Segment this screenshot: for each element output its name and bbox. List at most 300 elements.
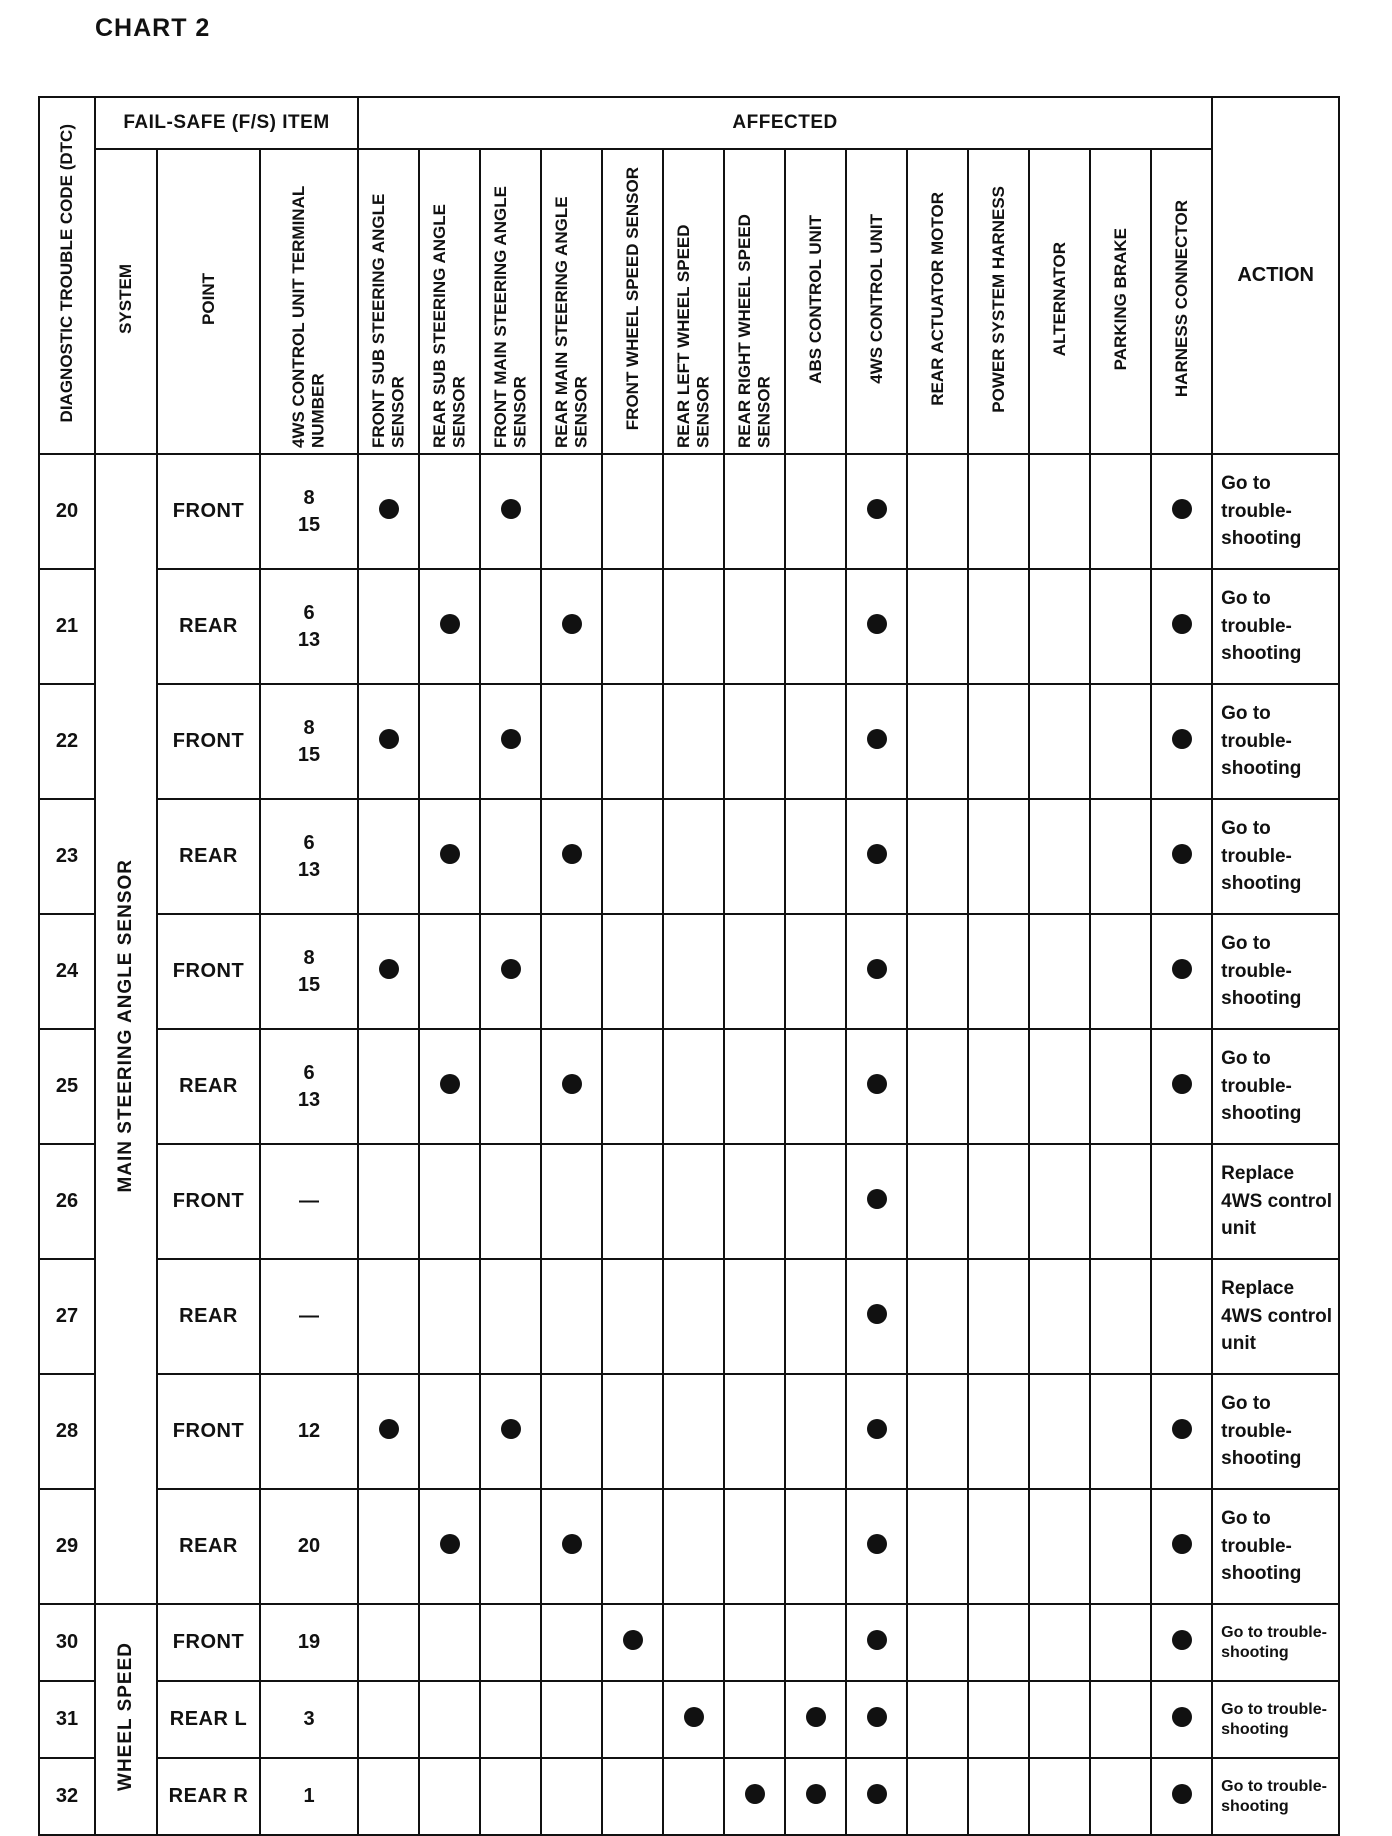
affected-cell [663, 1259, 724, 1374]
affected-dot [440, 844, 460, 864]
affected-cell [602, 454, 663, 569]
affected-cell [541, 1144, 602, 1259]
affected-cell [846, 1144, 907, 1259]
affected-dot [867, 844, 887, 864]
table-row [39, 1374, 1339, 1489]
affected-cell [358, 569, 419, 684]
affected-cell [541, 1259, 602, 1374]
terminal-cell [260, 1681, 358, 1758]
affected-cell [541, 1604, 602, 1681]
affected-dot [501, 729, 521, 749]
affected-cell [785, 684, 846, 799]
system-cell [95, 454, 157, 1604]
table-row [39, 799, 1339, 914]
affected-cell [846, 1029, 907, 1144]
affected-cell [1151, 1144, 1212, 1259]
affected-cell [846, 1758, 907, 1835]
affected-dot [867, 729, 887, 749]
affected-cell [480, 454, 541, 569]
affected-dot [1172, 729, 1192, 749]
dtc-cell: 29 [39, 1489, 95, 1604]
affected-cell [1029, 1144, 1090, 1259]
affected-cell [480, 569, 541, 684]
terminal-cell [260, 799, 358, 914]
affected-cell [907, 799, 968, 914]
dtc-cell: 25 [39, 1029, 95, 1144]
table-row [39, 1758, 1339, 1835]
terminal-number: 20 [297, 1535, 321, 1557]
affected-cell [358, 1029, 419, 1144]
terminal-number: 13 [297, 858, 321, 881]
terminal-number: 15 [297, 973, 321, 996]
affected-cell [846, 1681, 907, 1758]
affected-cell [663, 1374, 724, 1489]
affected-cell [419, 1144, 480, 1259]
affected-cell [968, 684, 1029, 799]
affected-dot [1172, 844, 1192, 864]
affected-cell [480, 1144, 541, 1259]
affected-cell [1029, 914, 1090, 1029]
affected-cell [907, 914, 968, 1029]
affected-cell [846, 569, 907, 684]
affected-cell [480, 1374, 541, 1489]
action-cell: Go to trouble-shooting [1212, 1758, 1339, 1835]
affected-dot [379, 959, 399, 979]
affected-cell [419, 684, 480, 799]
affected-cell [968, 1758, 1029, 1835]
affected-cell [358, 1604, 419, 1681]
affected-cell [1029, 1681, 1090, 1758]
affected-dot [867, 1784, 887, 1804]
affected-cell [724, 1144, 785, 1259]
terminal-number: 8 [303, 946, 315, 969]
affected-cell [785, 1144, 846, 1259]
system-cell [95, 1604, 157, 1835]
table-row [39, 1144, 1339, 1259]
affected-cell [480, 1259, 541, 1374]
terminal-number: 6 [303, 601, 315, 624]
affected-cell [1151, 454, 1212, 569]
affected-cell [602, 1374, 663, 1489]
affected-cell [968, 1029, 1029, 1144]
dtc-cell: 23 [39, 799, 95, 914]
header-dtc: DIAGNOSTIC TROUBLE CODE (DTC) [39, 97, 95, 454]
action-cell: Replace 4WS control unit [1212, 1144, 1339, 1259]
affected-cell [1090, 799, 1151, 914]
affected-cell [663, 799, 724, 914]
affected-cell [1029, 1758, 1090, 1835]
table-row [39, 1604, 1339, 1681]
affected-cell [419, 454, 480, 569]
affected-dot [1172, 1707, 1192, 1727]
affected-cell [1151, 1758, 1212, 1835]
affected-cell [968, 454, 1029, 569]
affected-cell [1151, 684, 1212, 799]
affected-cell [907, 1681, 968, 1758]
affected-cell [663, 1029, 724, 1144]
affected-cell [968, 569, 1029, 684]
affected-cell [846, 684, 907, 799]
affected-dot [867, 1419, 887, 1439]
table-row [39, 914, 1339, 1029]
terminal-number: 12 [297, 1420, 321, 1442]
affected-cell [968, 1604, 1029, 1681]
affected-cell [1090, 1681, 1151, 1758]
affected-cell [602, 1259, 663, 1374]
affected-cell [1151, 1374, 1212, 1489]
dtc-cell: 22 [39, 684, 95, 799]
affected-cell [1029, 799, 1090, 914]
affected-dot [379, 499, 399, 519]
affected-cell [480, 1758, 541, 1835]
terminal-cell [260, 684, 358, 799]
affected-cell [1029, 1604, 1090, 1681]
affected-cell [358, 1144, 419, 1259]
dtc-cell: 30 [39, 1604, 95, 1681]
affected-cell [602, 799, 663, 914]
header-affected-11: ALTERNATOR [1029, 149, 1090, 454]
affected-cell [1090, 1374, 1151, 1489]
affected-cell [419, 1681, 480, 1758]
action-cell: Go to trouble-shooting [1212, 569, 1339, 684]
affected-cell [785, 1758, 846, 1835]
affected-cell [846, 454, 907, 569]
affected-cell [358, 1259, 419, 1374]
affected-cell [724, 1374, 785, 1489]
affected-cell [419, 914, 480, 1029]
header-affected-0: FRONT SUB STEERING ANGLE SENSOR [358, 149, 419, 454]
action-cell: Go to trouble-shooting [1212, 1374, 1339, 1489]
terminal-cell [260, 1029, 358, 1144]
affected-cell [1090, 1604, 1151, 1681]
header-affected-1: REAR SUB STEERING ANGLE SENSOR [419, 149, 480, 454]
point-cell: FRONT [157, 454, 260, 569]
affected-cell [419, 1604, 480, 1681]
header-affected-10: POWER SYSTEM HARNESS [968, 149, 1029, 454]
affected-cell [907, 569, 968, 684]
affected-cell [968, 1489, 1029, 1604]
affected-dot [440, 614, 460, 634]
table-row [39, 1489, 1339, 1604]
point-cell: REAR [157, 569, 260, 684]
affected-cell [785, 1604, 846, 1681]
affected-cell [358, 1758, 419, 1835]
affected-cell [480, 1604, 541, 1681]
affected-cell [358, 684, 419, 799]
terminal-number: 3 [303, 1708, 315, 1730]
terminal-number: 19 [297, 1631, 321, 1653]
affected-cell [907, 1489, 968, 1604]
affected-cell [602, 684, 663, 799]
header-system: SYSTEM [95, 149, 157, 454]
affected-dot [867, 614, 887, 634]
terminal-number: 15 [297, 513, 321, 536]
terminal-number: 13 [297, 628, 321, 651]
fail-safe-chart [38, 96, 1340, 1836]
affected-cell [1151, 1489, 1212, 1604]
affected-cell [724, 799, 785, 914]
affected-dot [1172, 959, 1192, 979]
header-point: POINT [157, 149, 260, 454]
terminal-number: — [299, 1305, 319, 1327]
system-label: WHEEL SPEED [115, 1642, 136, 1791]
affected-cell [907, 1374, 968, 1489]
affected-cell [663, 1489, 724, 1604]
affected-cell [1090, 1029, 1151, 1144]
terminal-cell [260, 914, 358, 1029]
point-cell: FRONT [157, 1374, 260, 1489]
affected-cell [358, 914, 419, 1029]
affected-cell [358, 799, 419, 914]
affected-cell [541, 1758, 602, 1835]
affected-cell [663, 1604, 724, 1681]
affected-cell [1090, 1758, 1151, 1835]
header-affected-2: FRONT MAIN STEERING ANGLE SENSOR [480, 149, 541, 454]
affected-cell [480, 1029, 541, 1144]
action-cell: Go to trouble-shooting [1212, 1029, 1339, 1144]
affected-cell [1029, 1489, 1090, 1604]
affected-cell [1029, 1374, 1090, 1489]
point-cell: FRONT [157, 1144, 260, 1259]
affected-dot [623, 1630, 643, 1650]
affected-cell [846, 1604, 907, 1681]
affected-cell [663, 1758, 724, 1835]
affected-cell [541, 454, 602, 569]
affected-cell [1151, 1604, 1212, 1681]
dtc-cell: 27 [39, 1259, 95, 1374]
affected-cell [724, 1758, 785, 1835]
affected-cell [724, 1681, 785, 1758]
terminal-number: 15 [297, 743, 321, 766]
affected-cell [541, 799, 602, 914]
affected-cell [846, 914, 907, 1029]
affected-cell [358, 1374, 419, 1489]
action-cell: Go to trouble-shooting [1212, 1604, 1339, 1681]
affected-cell [1090, 684, 1151, 799]
dtc-cell: 32 [39, 1758, 95, 1835]
terminal-number: 13 [297, 1088, 321, 1111]
affected-cell [724, 569, 785, 684]
affected-cell [541, 684, 602, 799]
column-header-row [39, 149, 1339, 454]
header-affected-7: ABS CONTROL UNIT [785, 149, 846, 454]
affected-cell [358, 454, 419, 569]
affected-dot [867, 1304, 887, 1324]
action-cell: Go to trouble-shooting [1212, 684, 1339, 799]
affected-dot [562, 1074, 582, 1094]
affected-dot [1172, 1630, 1192, 1650]
affected-cell [1151, 914, 1212, 1029]
terminal-cell [260, 569, 358, 684]
header-affected-5: REAR LEFT WHEEL SPEED SENSOR [663, 149, 724, 454]
affected-cell [480, 684, 541, 799]
affected-cell [1090, 914, 1151, 1029]
affected-cell [785, 1259, 846, 1374]
affected-dot [745, 1784, 765, 1804]
action-cell: Go to trouble-shooting [1212, 454, 1339, 569]
affected-cell [785, 1681, 846, 1758]
affected-dot [440, 1074, 460, 1094]
dtc-cell: 31 [39, 1681, 95, 1758]
terminal-cell [260, 1259, 358, 1374]
affected-cell [846, 799, 907, 914]
terminal-number: 8 [303, 716, 315, 739]
affected-dot [867, 1074, 887, 1094]
header-affected-13: HARNESS CONNECTOR [1151, 149, 1212, 454]
affected-dot [867, 1189, 887, 1209]
table-row [39, 454, 1339, 569]
terminal-cell [260, 1374, 358, 1489]
affected-cell [907, 1758, 968, 1835]
affected-dot [867, 1534, 887, 1554]
affected-cell [602, 1489, 663, 1604]
affected-cell [663, 1681, 724, 1758]
affected-cell [541, 1489, 602, 1604]
affected-cell [1151, 1681, 1212, 1758]
terminal-number: — [299, 1190, 319, 1212]
chart-body [39, 454, 1339, 1835]
affected-cell [785, 569, 846, 684]
point-cell: REAR [157, 1259, 260, 1374]
point-cell: REAR R [157, 1758, 260, 1835]
affected-cell [419, 1489, 480, 1604]
terminal-cell [260, 1144, 358, 1259]
terminal-number: 8 [303, 486, 315, 509]
affected-cell [1151, 1259, 1212, 1374]
header-action: ACTION [1212, 97, 1339, 454]
header-affected-6: REAR RIGHT WHEEL SPEED SENSOR [724, 149, 785, 454]
affected-cell [663, 914, 724, 1029]
affected-dot [1172, 1419, 1192, 1439]
affected-cell [541, 914, 602, 1029]
affected-cell [785, 1374, 846, 1489]
affected-dot [1172, 499, 1192, 519]
affected-cell [602, 1681, 663, 1758]
affected-dot [1172, 614, 1192, 634]
affected-cell [663, 569, 724, 684]
point-cell: FRONT [157, 684, 260, 799]
terminal-cell [260, 1758, 358, 1835]
affected-dot [867, 499, 887, 519]
affected-dot [440, 1534, 460, 1554]
affected-cell [480, 1681, 541, 1758]
system-label: MAIN STEERING ANGLE SENSOR [115, 859, 136, 1193]
affected-cell [1090, 1259, 1151, 1374]
affected-cell [724, 684, 785, 799]
affected-cell [907, 1144, 968, 1259]
affected-cell [541, 1681, 602, 1758]
header-affected-9: REAR ACTUATOR MOTOR [907, 149, 968, 454]
affected-cell [968, 799, 1029, 914]
affected-cell [1151, 1029, 1212, 1144]
terminal-cell [260, 454, 358, 569]
affected-cell [907, 454, 968, 569]
affected-cell [602, 914, 663, 1029]
affected-cell [419, 1758, 480, 1835]
table-row [39, 569, 1339, 684]
affected-cell [968, 1374, 1029, 1489]
affected-dot [379, 729, 399, 749]
action-cell: Go to trouble-shooting [1212, 1489, 1339, 1604]
header-affected-12: PARKING BRAKE [1090, 149, 1151, 454]
terminal-number: 1 [303, 1785, 315, 1807]
affected-dot [684, 1707, 704, 1727]
affected-cell [785, 1489, 846, 1604]
affected-cell [358, 1489, 419, 1604]
dtc-cell: 28 [39, 1374, 95, 1489]
affected-cell [724, 1029, 785, 1144]
header-affected-3: REAR MAIN STEERING ANGLE SENSOR [541, 149, 602, 454]
terminal-number: 6 [303, 1061, 315, 1084]
affected-cell [1090, 569, 1151, 684]
table-row [39, 684, 1339, 799]
action-cell: Go to trouble-shooting [1212, 914, 1339, 1029]
affected-dot [867, 959, 887, 979]
affected-cell [663, 1144, 724, 1259]
point-cell: FRONT [157, 914, 260, 1029]
affected-cell [541, 569, 602, 684]
affected-cell [846, 1259, 907, 1374]
affected-dot [1172, 1074, 1192, 1094]
affected-dot [501, 1419, 521, 1439]
affected-cell [968, 1144, 1029, 1259]
affected-cell [724, 1259, 785, 1374]
affected-cell [968, 914, 1029, 1029]
affected-dot [867, 1707, 887, 1727]
terminal-number: 6 [303, 831, 315, 854]
header-affected-8: 4WS CONTROL UNIT [846, 149, 907, 454]
affected-cell [968, 1681, 1029, 1758]
affected-dot [806, 1707, 826, 1727]
affected-cell [1151, 799, 1212, 914]
dtc-cell: 21 [39, 569, 95, 684]
affected-cell [419, 1259, 480, 1374]
affected-cell [602, 1144, 663, 1259]
point-cell: REAR [157, 1029, 260, 1144]
affected-dot [379, 1419, 399, 1439]
group-header-row [39, 97, 1339, 149]
affected-cell [1090, 454, 1151, 569]
affected-dot [1172, 1784, 1192, 1804]
affected-cell [358, 1681, 419, 1758]
affected-cell [541, 1374, 602, 1489]
table-row [39, 1681, 1339, 1758]
affected-dot [501, 499, 521, 519]
affected-cell [724, 1489, 785, 1604]
affected-cell [785, 914, 846, 1029]
affected-cell [663, 684, 724, 799]
affected-cell [785, 454, 846, 569]
point-cell: REAR [157, 799, 260, 914]
header-failsafe-group: FAIL-SAFE (F/S) ITEM [95, 97, 358, 149]
affected-cell [724, 1604, 785, 1681]
affected-cell [1029, 1259, 1090, 1374]
affected-cell [907, 684, 968, 799]
dtc-cell: 20 [39, 454, 95, 569]
affected-cell [1029, 569, 1090, 684]
affected-cell [907, 1259, 968, 1374]
affected-cell [480, 1489, 541, 1604]
affected-cell [602, 569, 663, 684]
affected-dot [806, 1784, 826, 1804]
affected-cell [480, 914, 541, 1029]
affected-cell [480, 799, 541, 914]
affected-cell [907, 1029, 968, 1144]
table-row [39, 1029, 1339, 1144]
affected-cell [663, 454, 724, 569]
affected-dot [867, 1630, 887, 1650]
affected-cell [1090, 1489, 1151, 1604]
